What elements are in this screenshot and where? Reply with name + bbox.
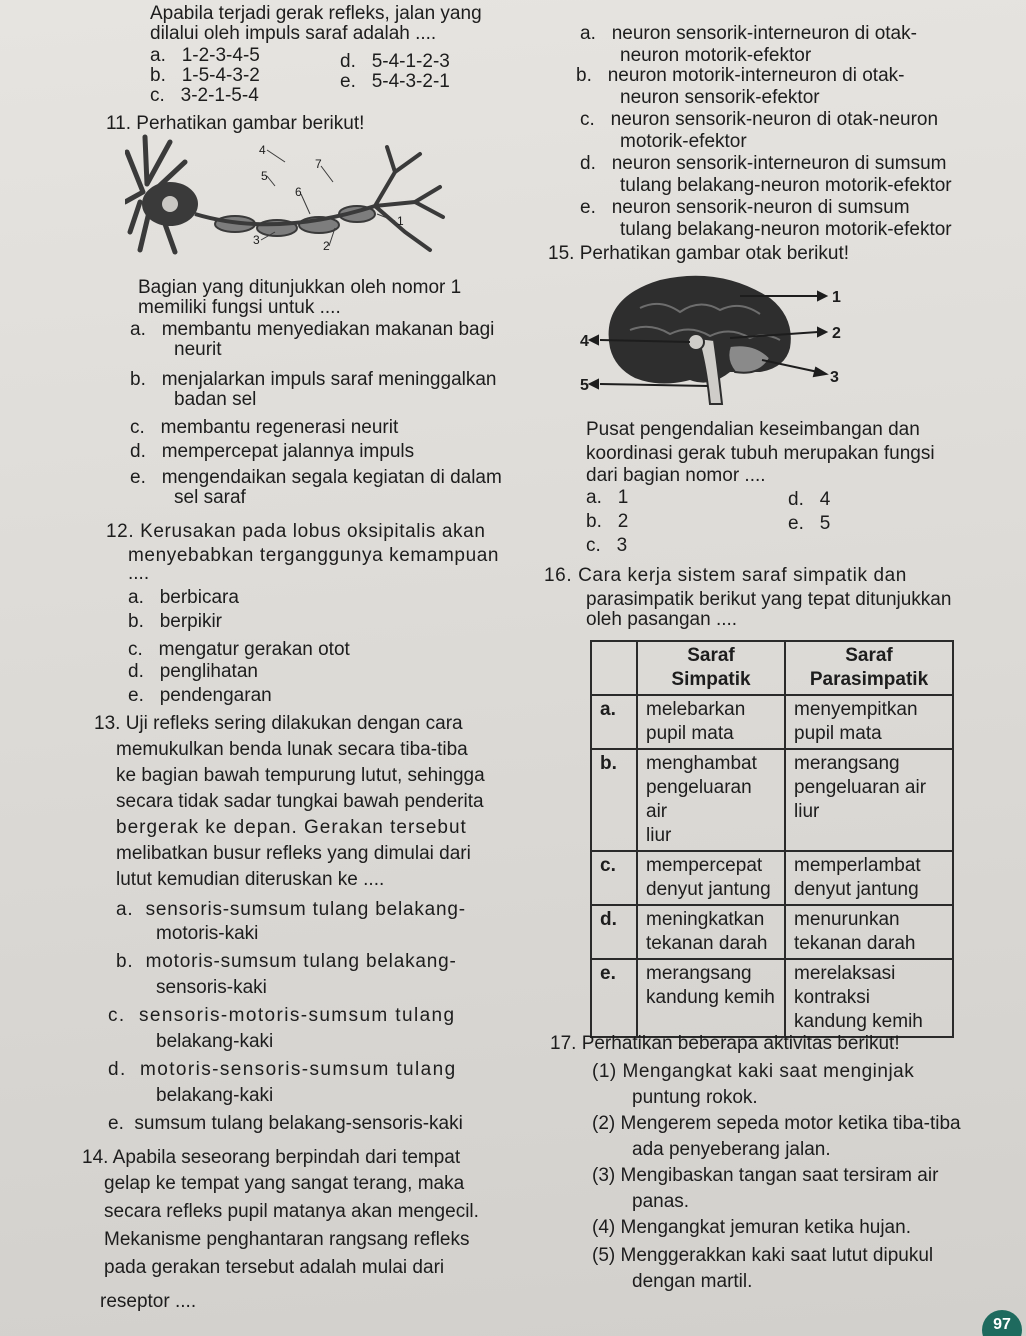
q12-option-b: b. berpikir: [128, 611, 223, 632]
neuron-label-4: 4: [259, 143, 266, 157]
q15-question-line-1: Pusat pengendalian keseimbangan dan: [586, 419, 920, 440]
q13-line-4: secara tidak sadar tungkai bawah penderita: [116, 791, 484, 812]
q10-right-option-a: a. neuron sensorik-interneuron di otak-: [580, 23, 917, 44]
q14-line-1: 14. Apabila seseorang berpindah dari tempat: [82, 1147, 461, 1168]
q11-option-a: a. membantu menyediakan makanan bagi: [130, 319, 495, 340]
q17-item-5-cont: dengan martil.: [632, 1271, 753, 1292]
q10-right-option-d-cont: tulang belakang-neuron motorik-efektor: [620, 175, 952, 196]
q13-option-a: a. sensoris-sumsum tulang belakang-: [116, 899, 466, 920]
q16-line-2: parasimpatik berikut yang tepat ditunjukkan: [586, 589, 952, 610]
q17-item-5: (5) Menggerakkan kaki saat lutut dipukul: [592, 1245, 934, 1266]
q11-option-e: e. mengendaikan segala kegiatan di dalam: [130, 467, 502, 488]
q13-option-c-cont: belakang-kaki: [156, 1031, 274, 1052]
q11-question-line-1: Bagian yang ditunjukkan oleh nomor 1: [138, 277, 462, 298]
q10-right-option-c-cont: motorik-efektor: [620, 131, 747, 152]
q13-option-b: b. motoris-sumsum tulang belakang-: [116, 951, 457, 972]
table-row: d. meningkatkan tekanan darah menurunkan tekanan darah: [591, 905, 953, 959]
q10-line-1: Apabila terjadi gerak refleks, jalan yang: [150, 3, 482, 24]
q10-option-e: e. 5-4-3-2-1: [340, 71, 450, 92]
q13-line-1: 13. Uji refleks sering dilakukan dengan cara: [94, 713, 463, 734]
q15-option-b: b. 2: [586, 511, 629, 532]
q14-line-5: pada gerakan tersebut adalah mulai dari: [104, 1257, 445, 1278]
q15-question-line-3: dari bagian nomor ....: [586, 465, 766, 486]
q17-item-3: (3) Mengibaskan tangan saat tersiram air: [592, 1165, 939, 1186]
q10-right-option-b: b. neuron motorik-interneuron di otak-: [576, 65, 905, 86]
table-row: e. merangsang kandung kemih merelaksasi kontraksi kandung kemih: [591, 959, 953, 1037]
q17-item-2-cont: ada penyeberang jalan.: [632, 1139, 831, 1160]
q14-line-2: gelap ke tempat yang sangat terang, maka: [104, 1173, 465, 1194]
q10-option-b: b. 1-5-4-3-2: [150, 65, 260, 86]
brain-diagram: [580, 268, 860, 408]
q17-stem: 17. Perhatikan beberapa aktivitas berikut!: [550, 1033, 900, 1054]
q11-option-d: d. mempercepat jalannya impuls: [130, 441, 415, 462]
q10-right-option-e: e. neuron sensorik-neuron di sumsum: [580, 197, 910, 218]
neuron-label-6: 6: [295, 185, 302, 199]
q13-option-b-cont: sensoris-kaki: [156, 977, 267, 998]
q12-option-c: c. mengatur gerakan otot: [128, 639, 350, 660]
page-number-badge: 97: [982, 1310, 1022, 1336]
q13-option-c: c. sensoris-motoris-sumsum tulang: [108, 1005, 456, 1026]
table-header-empty: [591, 641, 637, 695]
q12-line-2: menyebabkan terganggunya kemampuan: [128, 545, 500, 566]
neuron-label-5: 5: [261, 169, 268, 183]
neuron-label-7: 7: [315, 157, 322, 171]
q11-option-c: c. membantu regenerasi neurit: [130, 417, 399, 438]
q11-stem: 11. Perhatikan gambar berikut!: [106, 113, 365, 134]
q12-line-1: 12. Kerusakan pada lobus oksipitalis akan: [106, 521, 486, 542]
q15-option-a: a. 1: [586, 487, 629, 508]
q12-option-a: a. berbicara: [128, 587, 239, 608]
table-header-simpatik: Saraf Simpatik: [637, 641, 785, 695]
nervous-system-table: [590, 640, 954, 1038]
brain-label-4: 4: [580, 333, 589, 350]
q11-option-b-cont: badan sel: [174, 389, 257, 410]
q14-line-3: secara refleks pupil matanya akan mengecil.: [104, 1201, 479, 1222]
q17-item-2: (2) Mengerem sepeda motor ketika tiba-tiba: [592, 1113, 961, 1134]
table-header-row: [591, 641, 953, 695]
q10-line-2: dilalui oleh impuls saraf adalah ....: [150, 23, 437, 44]
q11-option-b: b. menjalarkan impuls saraf meninggalkan: [130, 369, 497, 390]
q17-item-1-cont: puntung rokok.: [632, 1087, 758, 1108]
q10-option-c: c. 3-2-1-5-4: [150, 85, 259, 106]
cell-nucleus: [162, 196, 178, 212]
q13-line-6: melibatkan busur refleks yang dimulai dari: [116, 843, 471, 864]
q15-option-e: e. 5: [788, 513, 831, 534]
q13-option-d-cont: belakang-kaki: [156, 1085, 274, 1106]
q10-right-option-c: c. neuron sensorik-neuron di otak-neuron: [580, 109, 939, 130]
q10-right-option-d: d. neuron sensorik-interneuron di sumsum: [580, 153, 947, 174]
q17-item-4: (4) Mengangkat jemuran ketika hujan.: [592, 1217, 911, 1238]
q17-item-1: (1) Mengangkat kaki saat menginjak: [592, 1061, 915, 1082]
q13-option-d: d. motoris-sensoris-sumsum tulang: [108, 1059, 457, 1080]
neuron-label-1: 1: [397, 214, 404, 228]
q10-right-option-b-cont: neuron sensorik-efektor: [620, 87, 820, 108]
brain-label-1: 1: [832, 289, 841, 306]
q10-option-d: d. 5-4-1-2-3: [340, 51, 450, 72]
q16-line-1: 16. Cara kerja sistem saraf simpatik dan: [544, 565, 907, 586]
q14-line-6: reseptor ....: [100, 1291, 197, 1312]
table-row: a. melebarkan pupil mata menyempitkan pupil mata: [591, 695, 953, 749]
q10-right-option-e-cont: tulang belakang-neuron motorik-efektor: [620, 219, 952, 240]
q16-line-3: oleh pasangan ....: [586, 609, 738, 630]
q15-stem: 15. Perhatikan gambar otak berikut!: [548, 243, 850, 264]
table-header-parasimpatik: Saraf Parasimpatik: [785, 641, 953, 695]
q11-question-line-2: memiliki fungsi untuk ....: [138, 297, 341, 318]
q13-option-a-cont: motoris-kaki: [156, 923, 259, 944]
q12-option-e: e. pendengaran: [128, 685, 272, 706]
q10-right-option-a-cont: neuron motorik-efektor: [620, 45, 812, 66]
brain-label-3: 3: [830, 369, 839, 386]
neuron-label-2: 2: [323, 239, 330, 253]
q14-line-4: Mekanisme penghantaran rangsang refleks: [104, 1229, 470, 1250]
q13-line-2: memukulkan benda lunak secara tiba-tiba: [116, 739, 468, 760]
q17-item-3-cont: panas.: [632, 1191, 690, 1212]
q11-option-a-cont: neurit: [174, 339, 222, 360]
q15-option-c: c. 3: [586, 535, 628, 556]
q11-option-e-cont: sel saraf: [174, 487, 246, 508]
q12-line-3: ....: [128, 563, 150, 584]
q13-line-5: bergerak ke depan. Gerakan tersebut: [116, 817, 467, 838]
q10-option-a: a. 1-2-3-4-5: [150, 45, 260, 66]
brain-label-2: 2: [832, 325, 841, 342]
q13-line-3: ke bagian bawah tempurung lutut, sehingga: [116, 765, 485, 786]
q13-line-7: lutut kemudian diteruskan ke ....: [116, 869, 385, 890]
brain-label-5: 5: [580, 377, 589, 394]
q12-option-d: d. penglihatan: [128, 661, 258, 682]
q15-option-d: d. 4: [788, 489, 831, 510]
table-row: c. mempercepat denyut jantung memperlambat denyut jantung: [591, 851, 953, 905]
table-row: b. menghambat pengeluaran air liur merangsang pengeluaran air liur: [591, 749, 953, 851]
neuron-label-3: 3: [253, 233, 260, 247]
q13-option-e: e. sumsum tulang belakang-sensoris-kaki: [108, 1113, 463, 1134]
q15-question-line-2: koordinasi gerak tubuh merupakan fungsi: [586, 443, 935, 464]
neuron-diagram: [125, 132, 455, 262]
